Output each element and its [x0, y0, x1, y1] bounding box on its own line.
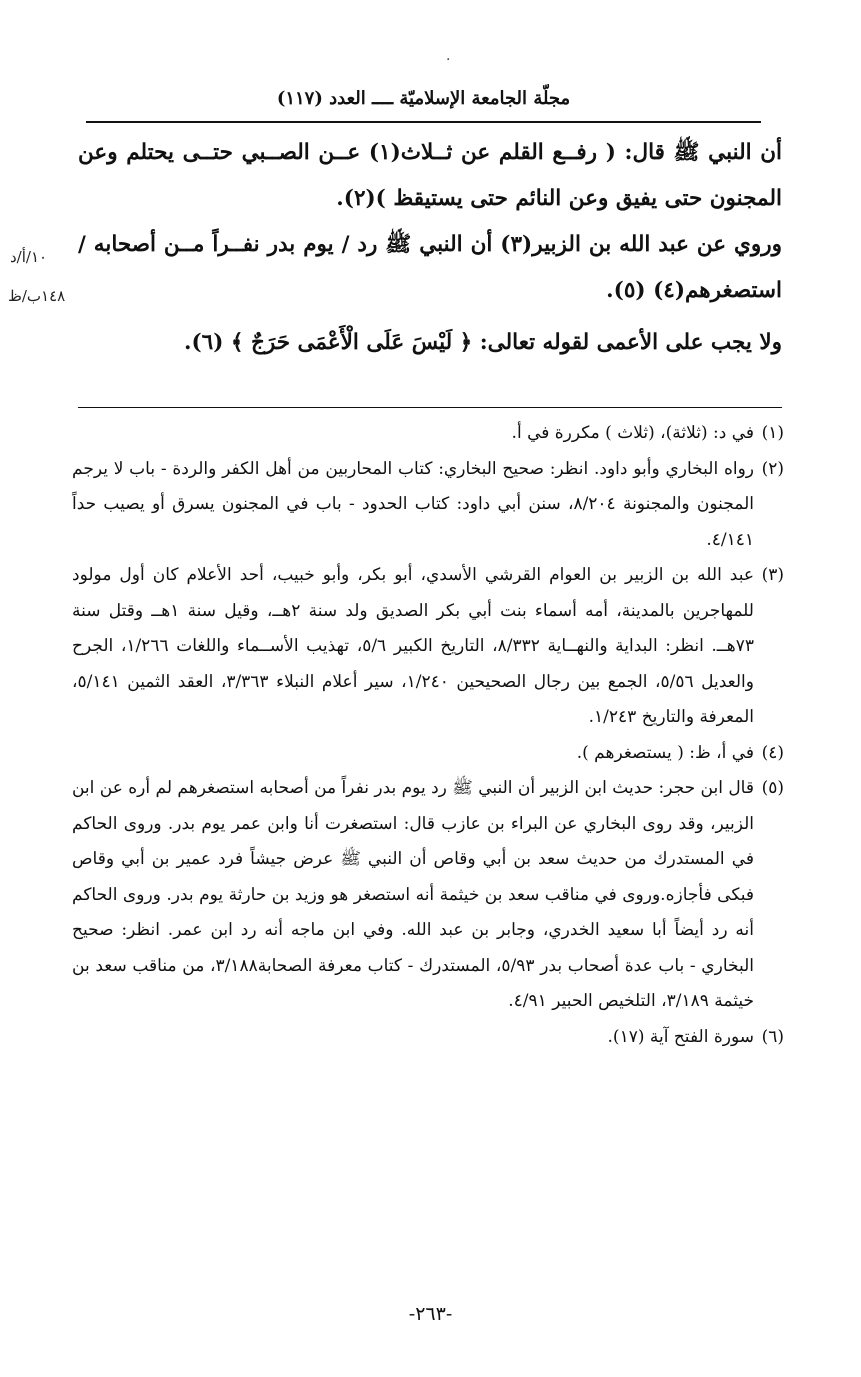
footnote-number: (١): [761, 423, 784, 443]
footnotes: [72, 416, 784, 1055]
footnote-text: سورة الفتح آية (١٧).: [607, 1026, 754, 1047]
footnote-2: [72, 452, 784, 559]
footnote-3: [72, 558, 784, 736]
footnote-number: (٣): [761, 565, 784, 585]
footnote-number: (٥): [761, 778, 784, 798]
footnote-text: في د: (ثلاثة)، (ثلاث ) مكررة في أ.: [511, 423, 754, 443]
footnote-6: [72, 1020, 784, 1056]
footnote-1: [72, 416, 784, 452]
main-paragraph-3: ولا يجب على الأعمى لقوله تعالى: ﴿ لَيْسَ عَلَى الْأَعْمَى حَرَجٌ ﴾ (٦).: [183, 330, 782, 355]
header-rule: [86, 121, 761, 123]
footnote-4: [72, 736, 784, 772]
main-paragraph-2: وروي عن عبد الله بن الزبير(٣) أن النبي ﷺ رد / يوم بدر نفــراً مــن أصحابه / استصغرهم(٤) (٥).: [78, 232, 782, 303]
footnote-text: عبد الله بن الزبير بن العوام القرشي الأسدي، أبو بكر، وأبو خبيب، أحد الأعلام كان أول مولود للمهاجرين بالمدينة، أمه أسماء بنت أبي بكر الصديق ولد سنة ٢هــ، وقيل سنة ١هــ وقتل سنة ٧٣هــ. انظر: البداية والنهــاية ٨/٣٣٢، التاريخ الكبير ٥/٦، تهذيب الأســماء واللغات ١/٢٦٦، الجرح والعديل ٥/٥٦، الجمع بين رجال الصحيحين ١/٢٤٠، سير أعلام النبلاء ٣/٣٦٣، العقد الثمين ٥/١٤١، المعرفة والتاريخ ١/٢٤٣.: [72, 565, 754, 727]
page-number: -٢٦٣-: [408, 1303, 453, 1325]
margin-note-manuscript-d: ١٠/أ/د: [10, 248, 48, 266]
footnote-text: قال ابن حجر: حديث ابن الزبير أن النبي ﷺ رد يوم بدر نفراً من أصحابه استصغرهم لم أره عن ابن الزبير، وقد روى البخاري عن البراء بن عازب قال: استصغرت أنا وابن عمر يوم بدر. وروى الحاكم في المستدرك من حديث سعد بن أبي وقاص أن النبي ﷺ عرض جيشاً فرد عمير بن أبي وقاص فبكى فأجازه.وروى في مناقب سعد بن خيثمة أنه استصغر هو وزيد بن حارثة يوم بدر. وروى الحاكم أنه رد أيضاً أبا سعيد الخدري، وجابر بن عبد الله. وفي ابن ماجه أنه رد ابن عمر. انظر: صحيح البخاري - باب عدة أصحاب بدر ٥/٩٣، المستدرك - كتاب معرفة الصحابة٣/١٨٨، من مناقب سعد بن خيثمة ٣/١٨٩، التلخيص الحبير ٤/٩١.: [71, 778, 754, 1011]
main-text: [78, 130, 782, 366]
footnote-rule: [78, 407, 782, 408]
footnote-number: (٦): [761, 1026, 784, 1047]
running-header: مجلّة الجامعة الإسلاميّة ــــ العدد (١١٧): [276, 88, 571, 109]
footnote-number: (٢): [761, 458, 784, 479]
footnote-number: (٤): [761, 742, 784, 763]
main-paragraph-1: أن النبي ﷺ قال: ( رفــع القلم عن ثــلاث(١) عــن الصــبي حتــى يحتلم وعن المجنون حتى يفيق وعن النائم حتى يستيقظ )(٢).: [78, 140, 782, 211]
scan-dot: ·: [446, 52, 451, 68]
footnote-text: في أ، ظ: ( يستصغرهم ).: [576, 742, 754, 763]
footnote-text: رواه البخاري وأبو داود. انظر: صحيح البخاري: كتاب المحاربين من أهل الكفر والردة - باب لا يرجم المجنون والمجنونة ٨/٢٠٤، سنن أبي داود: كتاب الحدود - باب في المجنون يسرق أو يصيب حداً ٤/١٤١.: [72, 458, 754, 550]
footnote-5: [72, 771, 784, 1020]
margin-note-manuscript-z: ١٤٨ب/ظ: [8, 287, 66, 305]
